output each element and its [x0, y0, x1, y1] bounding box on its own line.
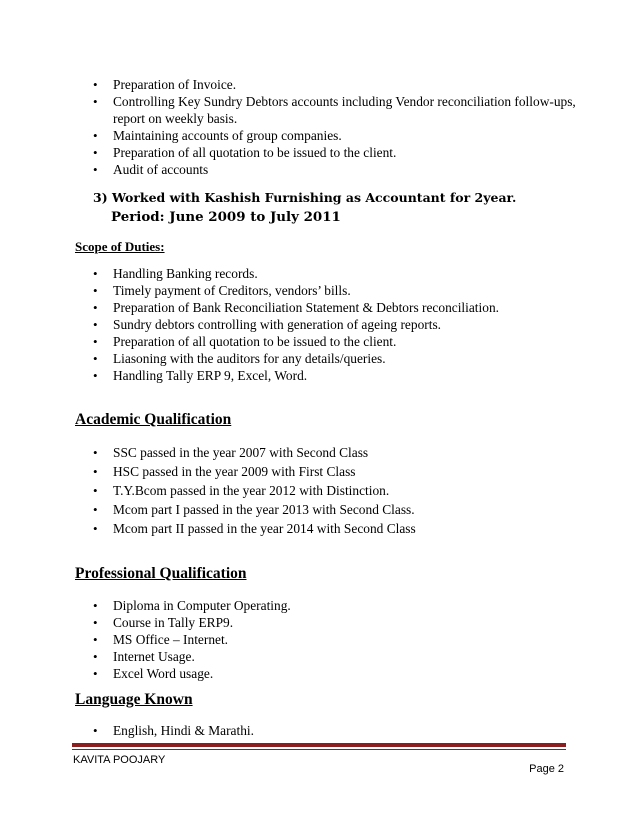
list-item: • Preparation of all quotation to be issued to the client. — [93, 333, 583, 350]
list-item: • Preparation of Bank Reconciliation Statement & Debtors reconciliation. — [93, 299, 583, 316]
scope-list — [93, 265, 583, 384]
footer-page-number: Page 2 — [529, 763, 564, 775]
list-item: • Maintaining accounts of group companies. — [93, 127, 583, 144]
footer-divider-thin — [72, 749, 566, 750]
language-list — [93, 722, 583, 739]
list-item: • Excel Word usage. — [93, 665, 583, 682]
professional-list — [93, 597, 583, 682]
list-item: • Handling Tally ERP 9, Excel, Word. — [93, 367, 583, 384]
job-period: Period: June 2009 to July 2011 — [111, 209, 341, 225]
academic-list — [93, 443, 583, 538]
duties-list-top — [93, 76, 583, 178]
list-item: • Course in Tally ERP9. — [93, 614, 583, 631]
list-item: • Mcom part I passed in the year 2013 with Second Class. — [93, 500, 583, 519]
scope-heading: Scope of Duties: — [75, 239, 165, 254]
professional-heading: Professional Qualification — [75, 565, 247, 582]
job-title: 3) Worked with Kashish Furnishing as Accountant for 2year. — [93, 190, 517, 205]
list-item: • English, Hindi & Marathi. — [93, 722, 583, 739]
list-item: • HSC passed in the year 2009 with First Class — [93, 462, 583, 481]
list-item: • T.Y.Bcom passed in the year 2012 with Distinction. — [93, 481, 583, 500]
list-item: • Sundry debtors controlling with generation of ageing reports. — [93, 316, 583, 333]
footer-divider — [72, 743, 566, 747]
list-item: • Liasoning with the auditors for any details/queries. — [93, 350, 583, 367]
list-item: • Handling Banking records. — [93, 265, 583, 282]
footer-author-name: KAVITA POOJARY — [73, 754, 166, 766]
list-item: • Preparation of Invoice. — [93, 76, 583, 93]
list-item: • Timely payment of Creditors, vendors’ bills. — [93, 282, 583, 299]
list-item: • Controlling Key Sundry Debtors accounts including Vendor reconciliation follow-ups, report on weekly basis. — [93, 93, 583, 127]
list-item: • Diploma in Computer Operating. — [93, 597, 583, 614]
list-item: • Internet Usage. — [93, 648, 583, 665]
list-item: • SSC passed in the year 2007 with Second Class — [93, 443, 583, 462]
list-item: • Preparation of all quotation to be issued to the client. — [93, 144, 583, 161]
list-item: • MS Office – Internet. — [93, 631, 583, 648]
language-heading: Language Known — [75, 691, 193, 708]
academic-heading: Academic Qualification — [75, 411, 232, 428]
list-item: • Mcom part II passed in the year 2014 with Second Class — [93, 519, 583, 538]
list-item: • Audit of accounts — [93, 161, 583, 178]
